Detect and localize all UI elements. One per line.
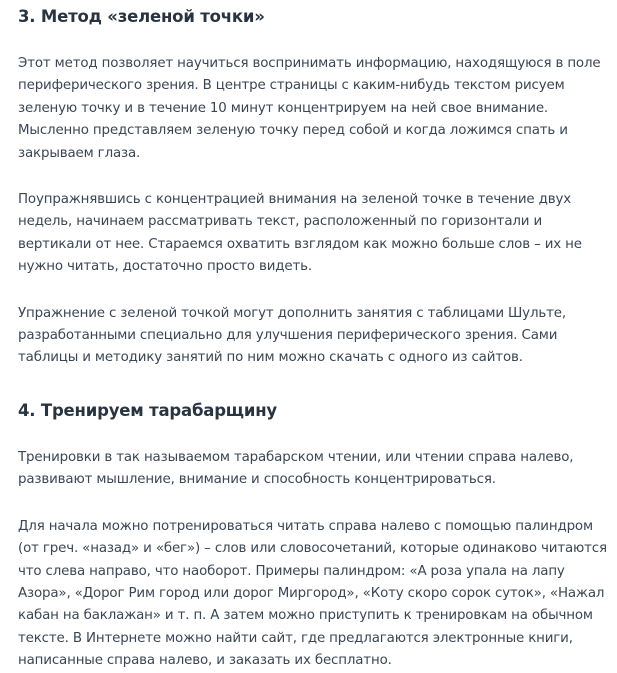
paragraph: Упражнение с зеленой точкой могут дополнить занятия с таблицами Шульте, разработанными специально для улучшения периферического зрения. Сами таблицы и методику занятий по ним можно скачать с одного из сайтов.	[18, 305, 566, 366]
paragraph: Тренировки в так называемом тарабарском чтении, или чтении справа налево, развивают мышление, внимание и способность концентрироваться.	[18, 449, 574, 488]
paragraph: Поупражнявшись с концентрацией внимания на зеленой точке в течение двух недель, начинаем рассматривать текст, расположенный по горизонтали и вертикали от нее. Стараемся охватить взглядом как можно больше слов – их не нужно читать, достаточно просто видеть.	[18, 192, 582, 275]
section-heading-gibberish: 4. Тренируем тарабарщину	[18, 400, 277, 420]
article-body	[18, 0, 612, 673]
paragraph: Этот метод позволяет научиться воспринимать информацию, находящуюся в поле периферического зрения. В центре страницы с каким-нибудь текстом рисуем зеленую точку и в течение 10 минут концентрируем на ней свое внимание. Мысленно представляем зеленую точку перед собой и когда ложимся спать и закрываем глаза.	[18, 56, 601, 161]
section-heading-green-dot: 3. Метод «зеленой точки»	[18, 7, 265, 26]
paragraph: Для начала можно потренироваться читать справа налево с помощью палиндром (от греч. «назад» и «бег») – слов или словосочетаний, которые одинаково читаются что слева направо, что наоборот. Примеры палиндром: «А роза упала на лапу Азора», «Дорог Рим город или дорог Миргород», «Коту скоро сорок суток», «Нажал кабан на баклажан» и т. п. А затем можно приступить к тренировкам на обычном тексте. В Интернете можно найти сайт, где предлагаются электронные книги, написанные справа налево, и заказать их бесплатно.	[18, 518, 607, 669]
